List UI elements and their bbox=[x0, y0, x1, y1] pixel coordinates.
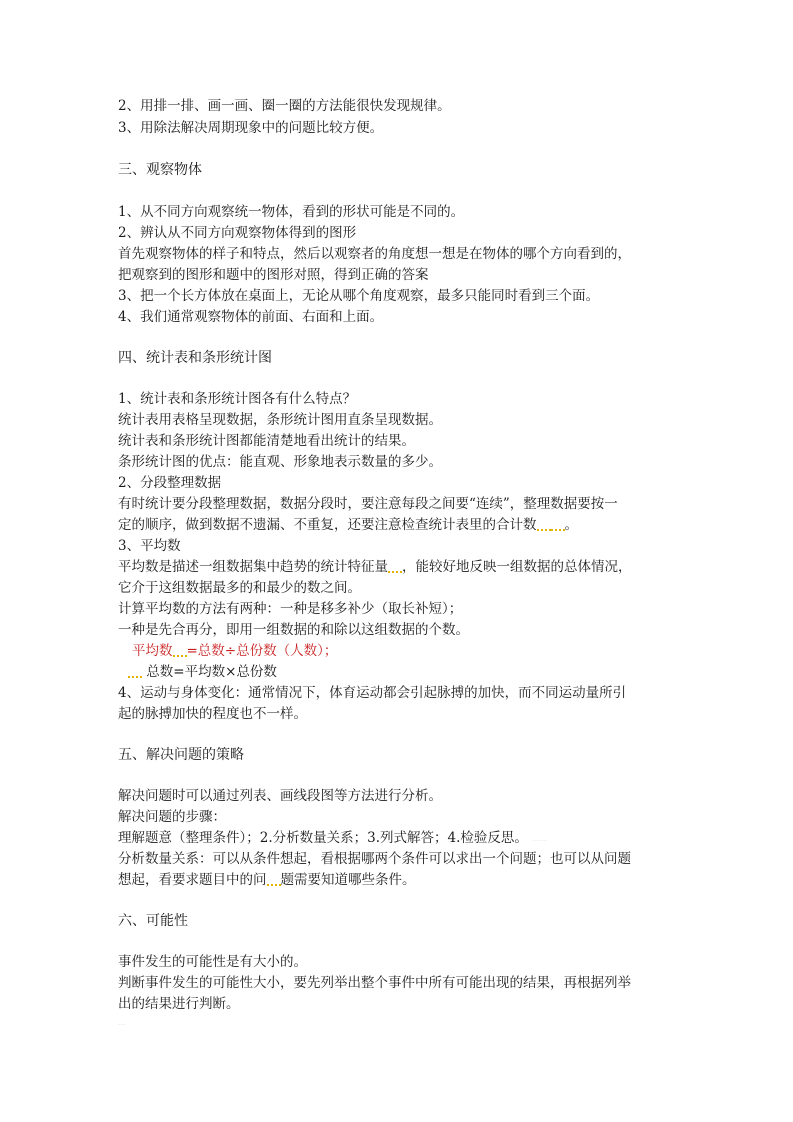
text-fragment: 平均数是描述一组数据集中趋势的统计特征量 bbox=[118, 559, 388, 575]
text-fragment: 题需要知道哪些条件。 bbox=[280, 872, 416, 888]
text-line bbox=[118, 557, 632, 577]
text-line: 起的脉搏加快的程度也不一样。 bbox=[118, 706, 307, 722]
section-heading: 六、可能性 bbox=[118, 913, 188, 929]
text-line: 1、从不同方向观察统一物体，看到的形状可能是不同的。 bbox=[118, 204, 465, 220]
text-line: 统计表用表格呈现数据，条形统计图用直条呈现数据。 bbox=[118, 412, 442, 428]
text-line: 2、用排一排、画一画、圈一圈的方法能很快发现规律。 bbox=[118, 98, 451, 114]
text-line: 一种是先合再分，即用一组数据的和除以这组数据的个数。 bbox=[118, 622, 469, 638]
text-line: 计算平均数的方法有两种：一种是移多补少（取长补短）； bbox=[118, 601, 463, 617]
formula-line bbox=[132, 641, 337, 661]
text-line: 出的结果进行判断。 bbox=[118, 996, 240, 1012]
text-line bbox=[118, 870, 416, 890]
text-line: 2、辨认从不同方向观察物体得到的图形 bbox=[118, 225, 357, 241]
text-line: 2、分段整理数据 bbox=[118, 475, 222, 491]
section-heading: 四、统计表和条形统计图 bbox=[118, 350, 272, 366]
text-line: 条形统计图的优点：能直观、形象地表示数量的多少。 bbox=[118, 454, 442, 470]
text-line: 判断事件发生的可能性大小，要先列举出整个事件中所有可能出现的结果，再根据列举 bbox=[118, 975, 631, 991]
formula-line bbox=[128, 662, 277, 682]
faint-note: ······ bbox=[118, 1022, 126, 1027]
text-line: 首先观察物体的样子和特点，然后以观察者的角度想一想是在物体的哪个方向看到的， bbox=[118, 246, 631, 262]
text-line: 3、平均数 bbox=[118, 538, 181, 554]
text-line bbox=[118, 515, 578, 535]
footer-mark bbox=[118, 1012, 126, 1035]
formula-fragment: 平均数 bbox=[132, 643, 173, 659]
grammar-underline bbox=[173, 643, 187, 657]
text-line: 有时统计要分段整理数据，数据分段时，要注意每段之间要“连续”，整理数据要按一 bbox=[118, 496, 618, 512]
text-line: 1、统计表和条形统计图各有什么特点？ bbox=[118, 391, 357, 407]
text-fragment: 。 bbox=[564, 517, 578, 533]
section-heading: 三、观察物体 bbox=[118, 162, 202, 178]
text-line: 解决问题的步骤： bbox=[118, 809, 226, 825]
formula-fragment: =总数÷总份数（人数）； bbox=[186, 643, 338, 659]
grammar-underline bbox=[388, 559, 402, 573]
text-line: 把观察到的图形和题中的图形对照，得到正确的答案 bbox=[118, 267, 429, 283]
text-line: 它介于这组数据最多的和最少的数之间。 bbox=[118, 580, 361, 596]
text-fragment: ，能较好地反映一组数据的总体情况， bbox=[402, 559, 632, 575]
grammar-underline bbox=[267, 872, 281, 886]
section-heading: 五、解决问题的策略 bbox=[118, 747, 244, 763]
text-line: 统计表和条形统计图都能清楚地看出统计的结果。 bbox=[118, 433, 415, 449]
text-line bbox=[118, 828, 547, 851]
text-line: 分析数量关系：可以从条件想起，看根据哪两个条件可以求出一个问题；也可以从问题 bbox=[118, 851, 631, 867]
faint-note: ············ bbox=[532, 838, 548, 843]
text-fragment: 理解题意（整理条件）；2.分析数量关系；3.列式解答；4.检验反思。 bbox=[118, 830, 528, 846]
grammar-underline bbox=[537, 517, 551, 531]
text-line: 4、我们通常观察物体的前面、右面和上面。 bbox=[118, 309, 384, 325]
text-line: 解决问题时可以通过列表、画线段图等方法进行分析。 bbox=[118, 788, 442, 804]
grammar-underline bbox=[128, 664, 142, 678]
text-fragment: 想起，看要求题目中的问 bbox=[118, 872, 267, 888]
formula-fragment: 总数=平均数×总份数 bbox=[146, 664, 277, 680]
text-fragment: 定的顺序，做到数据不遗漏、不重复，还要注意检查统计表里的合计数 bbox=[118, 517, 537, 533]
text-line: 3、把一个长方体放在桌面上，无论从哪个角度观察，最多只能同时看到三个面。 bbox=[118, 288, 600, 304]
text-line: 3、用除法解决周期现象中的问题比较方便。 bbox=[118, 120, 384, 136]
text-line: 事件发生的可能性是有大小的。 bbox=[118, 954, 307, 970]
grammar-underline bbox=[551, 517, 565, 531]
text-line: 4、运动与身体变化：通常情况下，体育运动都会引起脉搏的加快，而不同运动量所引 bbox=[118, 685, 627, 701]
